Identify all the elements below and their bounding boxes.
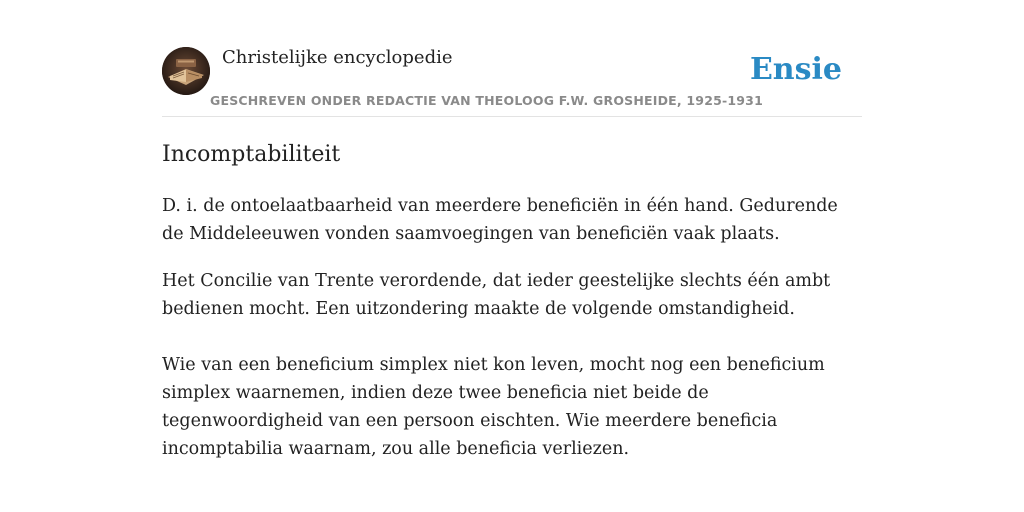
- site-title[interactable]: Christelijke encyclopedie: [222, 47, 453, 68]
- site-header: [162, 46, 862, 117]
- book-image-icon: [162, 47, 210, 95]
- article-paragraph: Het Concilie van Trente verordende, dat ieder geestelijke slechts één ambt bedienen mocht. Een uitzondering maakte de volgende omstandigheid.: [162, 271, 831, 319]
- article: [162, 140, 862, 459]
- encyclopedia-avatar[interactable]: [162, 47, 210, 95]
- brand-logo[interactable]: Ensie: [749, 52, 842, 87]
- article-paragraph: Wie van een beneficium simplex niet kon leven, mocht nog een beneficium simplex waarnemen, indien deze twee beneficia niet beide de tegenwoordigheid van een persoon eischten. Wie meerdere beneficia incomptabilia waarnam, zou alle beneficia verliezen.: [162, 355, 825, 459]
- article-title: Incomptabiliteit: [162, 142, 341, 167]
- site-subtitle: GESCHREVEN ONDER REDACTIE VAN THEOLOOG F.W. GROSHEIDE, 1925-1931: [210, 93, 763, 108]
- article-paragraph: D. i. de ontoelaatbaarheid van meerdere beneficiën in één hand. Gedurende de Middeleeuwen vonden saamvoegingen van beneficiën vaak plaats.: [162, 196, 838, 244]
